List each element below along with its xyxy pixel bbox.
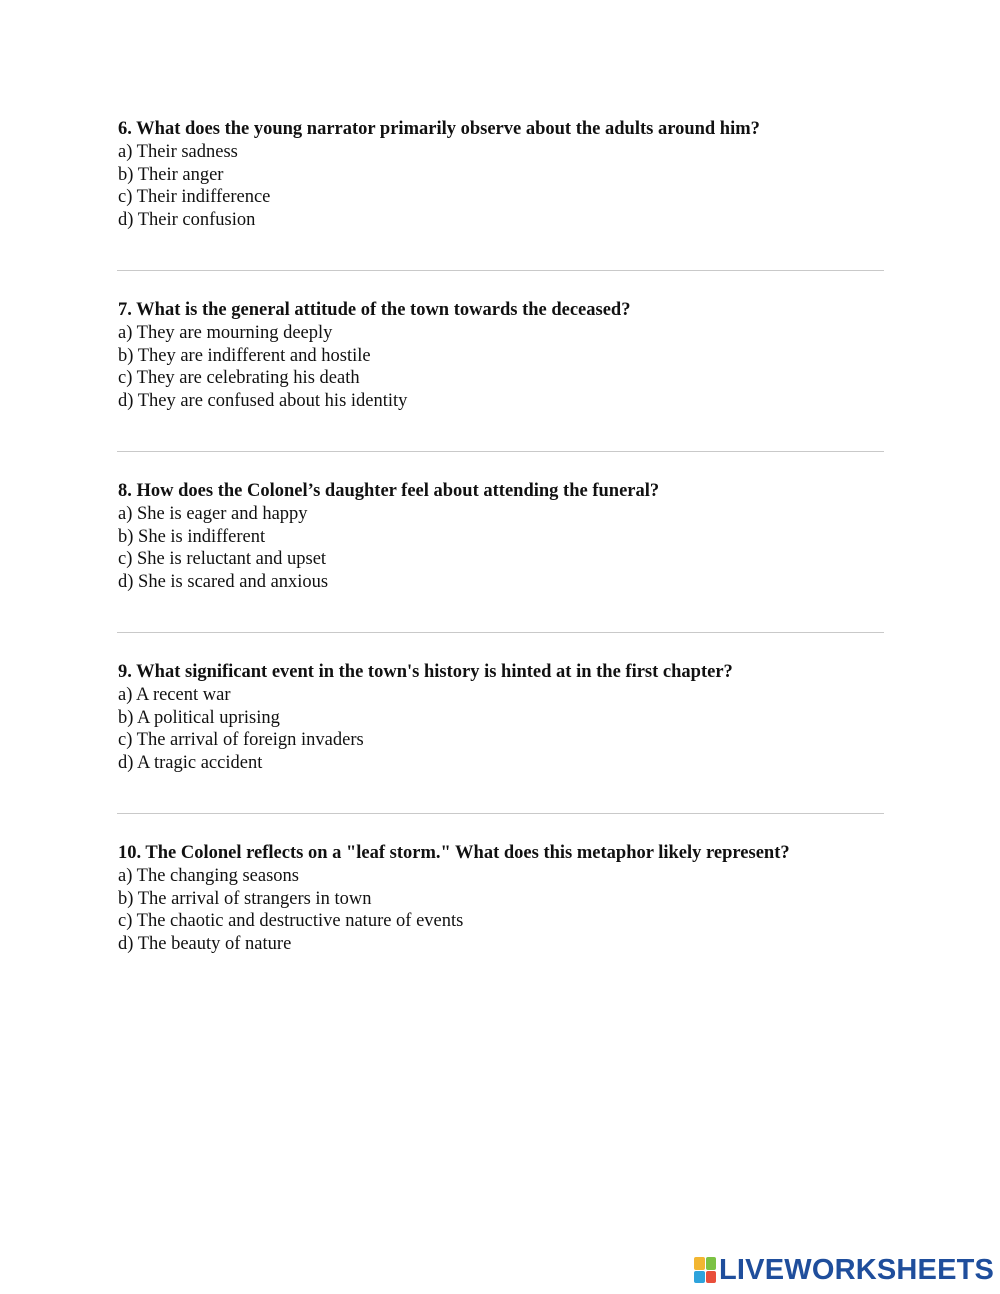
answer-option: d) Their confusion (118, 210, 256, 231)
answer-option: b) They are indifferent and hostile (118, 345, 371, 366)
question-title: 10. The Colonel reflects on a "leaf storm." What does this metaphor likely represent? (118, 843, 790, 863)
answer-option: b) The arrival of strangers in town (118, 888, 372, 909)
answer-option: a) The changing seasons (118, 866, 300, 886)
answer-option: a) Their sadness (118, 142, 238, 162)
answer-option: c) The chaotic and destructive nature of events (118, 911, 464, 932)
liveworksheets-logo[interactable] (694, 1253, 994, 1287)
logo-mark-icon (694, 1257, 716, 1283)
logo-mark-tile (694, 1271, 705, 1284)
question-title: 8. How does the Colonel’s daughter feel about attending the funeral? (118, 481, 660, 501)
answer-option: c) She is reluctant and upset (118, 549, 327, 570)
logo-mark-tile (706, 1257, 717, 1270)
divider (117, 270, 884, 271)
answer-option: a) A recent war (118, 685, 231, 705)
answer-option: c) The arrival of foreign invaders (118, 730, 364, 751)
answer-option: b) Their anger (118, 164, 224, 185)
divider (117, 632, 884, 633)
answer-option: d) They are confused about his identity (118, 391, 408, 412)
divider (117, 451, 884, 452)
answer-option: c) They are celebrating his death (118, 368, 360, 389)
question-title: 9. What significant event in the town's history is hinted at in the first chapter? (118, 662, 733, 682)
logo-mark-tile (694, 1257, 705, 1270)
question-7 (118, 299, 884, 413)
answer-option: d) The beauty of nature (118, 934, 292, 955)
answer-option: a) She is eager and happy (118, 504, 308, 524)
answer-option: c) Their indifference (118, 187, 271, 208)
answer-option: b) A political uprising (118, 707, 280, 728)
answer-option: d) She is scared and anxious (118, 572, 329, 593)
divider (117, 813, 884, 814)
question-title: 6. What does the young narrator primarily observe about the adults around him? (118, 119, 760, 139)
logo-text: LIVEWORKSHEETS (719, 1254, 995, 1286)
answer-option: d) A tragic accident (118, 753, 263, 774)
answer-option: b) She is indifferent (118, 526, 266, 547)
answer-option: a) They are mourning deeply (118, 323, 333, 343)
question-title: 7. What is the general attitude of the town towards the deceased? (118, 300, 631, 320)
question-8 (118, 480, 884, 594)
logo-mark-tile (706, 1271, 717, 1284)
question-9 (118, 661, 884, 775)
question-10 (118, 842, 884, 956)
question-6 (118, 118, 884, 232)
